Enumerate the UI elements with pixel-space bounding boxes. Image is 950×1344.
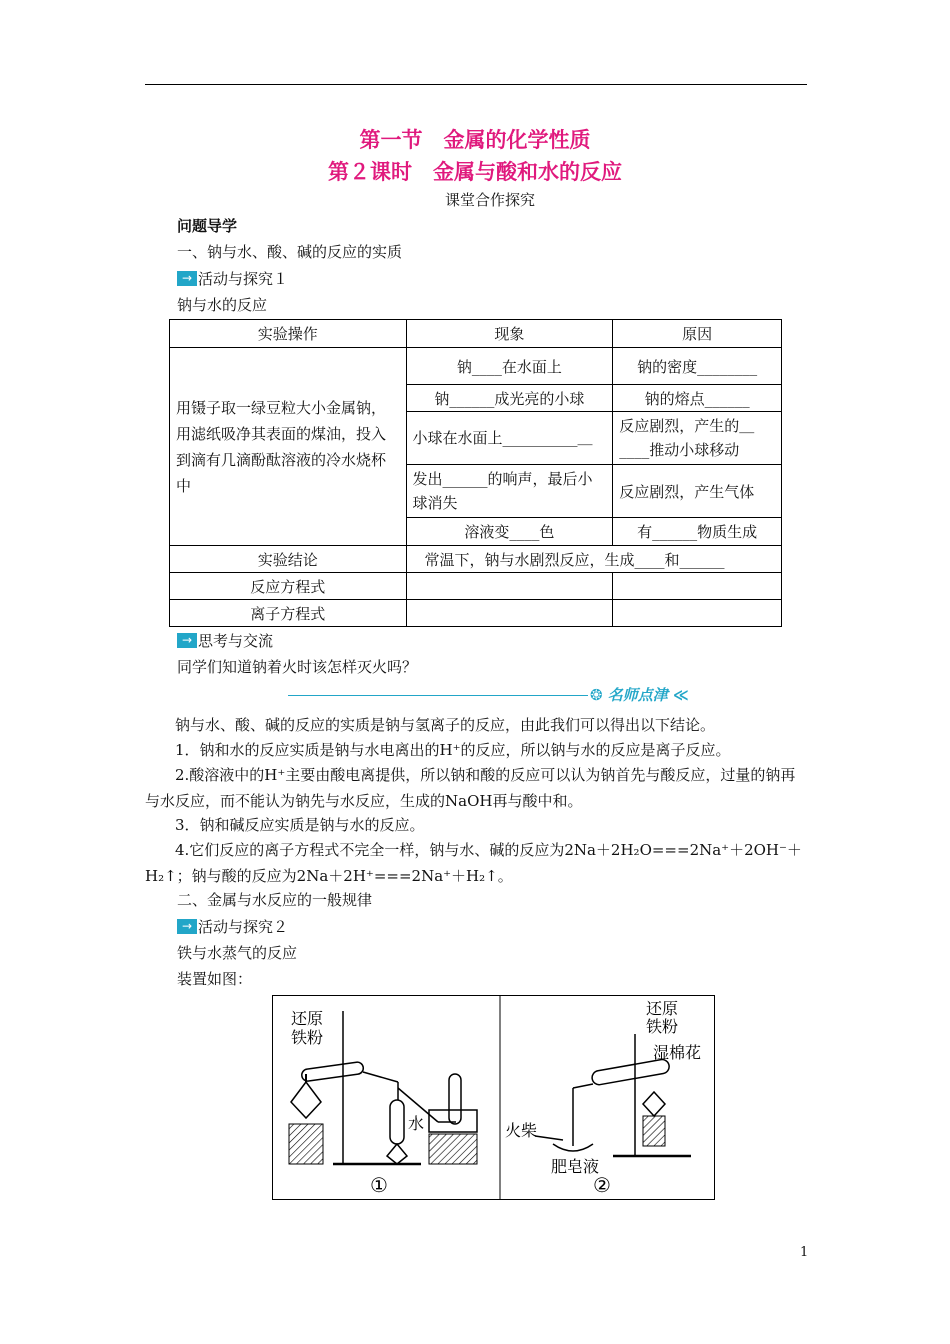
- arrow-icon: →: [177, 919, 197, 934]
- part1-heading: 一、钠与水、酸、碱的反应的实质: [177, 243, 403, 261]
- apparatus-drawing: [273, 996, 714, 1199]
- left-water-label: 水: [408, 1114, 425, 1133]
- section-title: 第一节 金属的化学性质: [359, 128, 591, 152]
- tips-point-4: 4.它们反应的离子方程式不完全一样，钠与水、碱的反应为2Na＋2H₂O===2Na⁺＋2OH⁻＋H₂↑；钠与酸的反应为2Na＋2H⁺===2Na⁺＋H₂↑。: [145, 841, 802, 885]
- phenomenon-cell: 钠______成光亮的小球: [406, 385, 613, 412]
- tips-point-3: 3．钠和碱反应实质是钠与水的反应。: [175, 816, 425, 834]
- header-rule: [145, 84, 807, 85]
- activity1-label: [177, 268, 288, 289]
- tips-point-2: 2.酸溶液中的H⁺主要由酸电离提供，所以钠和酸的反应可以认为钠首先与酸反应，过量的钠再与水反应，而不能认为钠先与水反应，生成的NaOH再与酸中和。: [145, 766, 796, 810]
- conclusion-label: 实验结论: [170, 546, 407, 573]
- think-label: [177, 630, 273, 651]
- header-operation: 实验操作: [170, 320, 407, 348]
- header-reason: 原因: [613, 320, 782, 348]
- activity2-text: 活动与探究２: [198, 918, 289, 936]
- experiment-table: [169, 319, 782, 627]
- ionic-answer-cell: [613, 600, 782, 627]
- part2-heading: 二、金属与水反应的一般规律: [177, 891, 373, 909]
- tips-point-1: 1．钠和水的反应实质是钠与水电离出的H⁺的反应，所以钠与水的反应是离子反应。: [175, 741, 731, 759]
- left-iron-label-2: 铁粉: [291, 1028, 324, 1047]
- arrow-icon: →: [177, 271, 197, 286]
- right-match-label: 火柴: [505, 1121, 538, 1140]
- table-header-row: [170, 320, 782, 348]
- tips-intro: 钠与水、酸、碱的反应的实质是钠与氢离子的反应，由此我们可以得出以下结论。: [175, 716, 716, 734]
- right-cotton-label: 湿棉花: [653, 1043, 702, 1062]
- activity2-device: 装置如图：: [177, 970, 253, 988]
- reason-cell: 钠的密度________: [613, 348, 782, 385]
- apparatus-figure: [272, 995, 715, 1200]
- activity2-topic: 铁与水蒸气的反应: [177, 944, 298, 962]
- tips-badge: ❂ 名师点津 ≪: [590, 686, 689, 704]
- header-phenomenon: 现象: [406, 320, 613, 348]
- reason-cell: 反应剧烈，产生的＿____推动小球移动: [613, 412, 782, 465]
- tips-badge-text: 名师点津: [607, 686, 668, 704]
- equation-row: [170, 573, 782, 600]
- ionic-row: [170, 600, 782, 627]
- page-number: 1: [800, 1245, 809, 1260]
- reason-cell: 反应剧烈，产生气体: [613, 465, 782, 518]
- reason-cell: 钠的熔点______: [613, 385, 782, 412]
- lesson-title: 第２课时 金属与酸和水的反应: [328, 160, 622, 184]
- think-question: 同学们知道钠着火时该怎样灭火吗？: [177, 658, 418, 676]
- phenomenon-cell: 发出______的响声，最后小球消失: [406, 465, 613, 518]
- phenomenon-cell: 小球在水面上__________＿: [406, 412, 613, 465]
- ionic-answer-cell: [406, 600, 613, 627]
- activity1-topic: 钠与水的反应: [177, 296, 268, 314]
- reason-cell: 有______物质生成: [613, 518, 782, 546]
- ionic-label: 离子方程式: [170, 600, 407, 627]
- equation-answer-cell: [406, 573, 613, 600]
- phenomenon-cell: 溶液变____色: [406, 518, 613, 546]
- left-figure-number: ①: [370, 1173, 388, 1197]
- equation-label: 反应方程式: [170, 573, 407, 600]
- right-iron-label-2: 铁粉: [646, 1017, 679, 1036]
- conclusion-row: [170, 546, 782, 573]
- right-soap-label: 肥皂液: [551, 1157, 600, 1176]
- phenomenon-cell: 钠____在水面上: [406, 348, 613, 385]
- guide-heading: 问题导学: [177, 217, 238, 235]
- arrow-icon: →: [177, 633, 197, 648]
- think-text: 思考与交流: [198, 632, 274, 650]
- equation-answer-cell: [613, 573, 782, 600]
- operation-cell: 用镊子取一绿豆粒大小金属钠，用滤纸吸净其表面的煤油，投入到滴有几滴酚酞溶液的冷水烧杯中: [170, 348, 407, 546]
- activity1-text: 活动与探究１: [198, 270, 289, 288]
- table-row: [170, 348, 782, 385]
- subtitle: 课堂合作探究: [444, 191, 535, 209]
- activity2-label: [177, 916, 288, 937]
- conclusion-text: 常温下，钠与水剧烈反应，生成____和______: [406, 546, 781, 573]
- left-iron-label-1: 还原: [291, 1009, 324, 1028]
- right-figure-number: ②: [593, 1173, 611, 1197]
- right-iron-label-1: 还原: [646, 999, 679, 1018]
- tips-divider: [288, 695, 588, 696]
